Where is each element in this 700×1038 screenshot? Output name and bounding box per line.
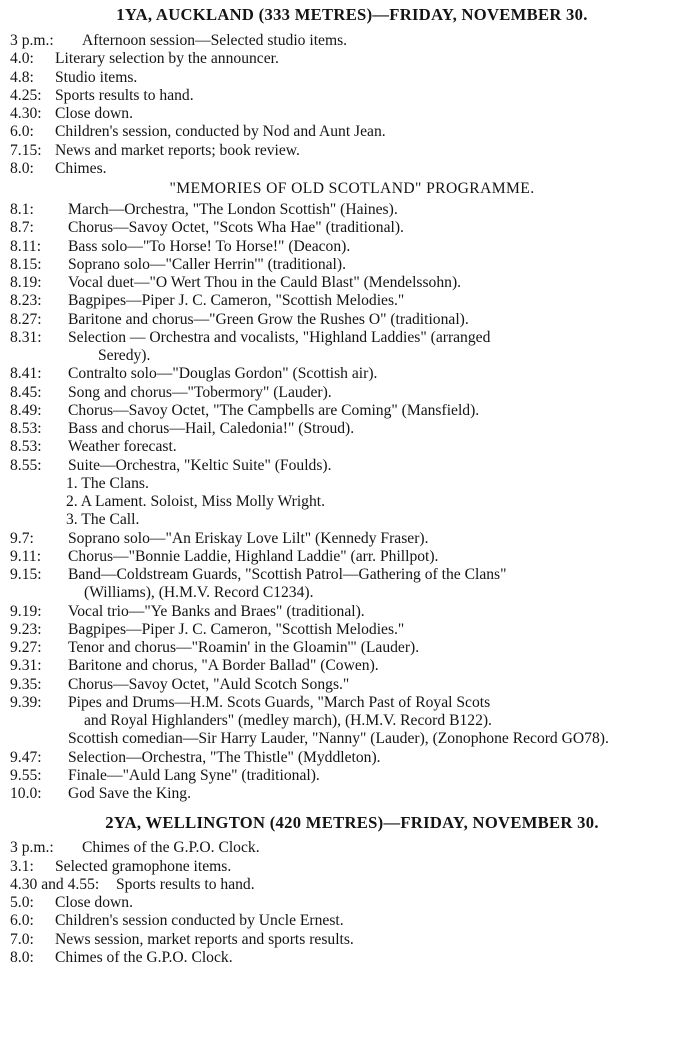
programme-entry: [10, 694, 694, 712]
station-heading-wellington: 2YA, WELLINGTON (420 METRES)—FRIDAY, NOVEMBER 30.: [105, 813, 599, 833]
entry-time: 8.27:: [10, 310, 42, 328]
programme-entry: [10, 767, 694, 785]
programme-entry: [10, 566, 694, 584]
schedule-entry: [10, 949, 694, 967]
programme-entry: [10, 365, 694, 383]
entry-time: 9.27:: [10, 639, 42, 656]
entry-text: Chimes of the G.P.O. Clock.: [82, 839, 260, 857]
entry-time: 4.30 and 4.55:: [10, 875, 100, 893]
entry-text: Chorus—Savoy Octet, "Auld Scotch Songs.": [68, 675, 350, 693]
entry-time: 8.31:: [10, 328, 42, 346]
entry-text: God Save the King.: [68, 785, 191, 802]
entry-time: 9.7:: [10, 529, 34, 547]
entry-continuation: and Royal Highlanders" (medley march), (H.M.V. Record B122).: [84, 712, 492, 729]
entry-text: March—Orchestra, "The London Scottish" (Haines).: [68, 201, 398, 218]
programme-entry: [10, 438, 694, 456]
entry-text: News session, market reports and sports results.: [55, 930, 354, 948]
entry-text: Weather forecast.: [68, 438, 177, 456]
schedule-entry: [10, 894, 694, 912]
entry-text: Chimes.: [55, 159, 107, 177]
schedule-entry: [10, 69, 694, 87]
entry-text: Sports results to hand.: [116, 875, 255, 893]
programme-entry: [10, 384, 694, 402]
entry-text: Baritone and chorus, "A Border Ballad" (Cowen).: [68, 657, 379, 675]
entry-text: Chorus—"Bonnie Laddie, Highland Laddie" (arr. Phillpot).: [68, 547, 439, 565]
entry-text: Tenor and chorus—"Roamin' in the Gloamin'" (Lauder).: [68, 639, 420, 656]
entry-text: Afternoon session—Selected studio items.: [82, 32, 348, 49]
entry-text: Soprano solo—"An Eriskay Love Lilt" (Kennedy Fraser).: [68, 529, 429, 547]
entry-text: Pipes and Drums—H.M. Scots Guards, "March Past of Royal Scots: [68, 693, 491, 711]
programme-entry: [10, 749, 694, 767]
programme-entry: [10, 420, 694, 438]
programme-entry: [10, 256, 694, 274]
entry-time: 7.15:: [10, 141, 42, 159]
programme-entry: [10, 292, 694, 310]
entry-text: Close down.: [55, 105, 133, 122]
programme-entry: [10, 676, 694, 694]
entry-text: Literary selection by the announcer.: [55, 50, 279, 68]
schedule-entry: [10, 87, 694, 105]
schedule-entry: [10, 876, 694, 894]
suite-part: 2. A Lament. Soloist, Miss Molly Wright.: [66, 493, 326, 510]
entry-time: 8.45:: [10, 383, 42, 401]
entry-text: Children's session conducted by Uncle Ernest.: [55, 912, 344, 930]
entry-time: 8.53:: [10, 438, 42, 456]
entry-time: 9.35:: [10, 675, 42, 693]
schedule-entry: [10, 912, 694, 930]
entry-time: 8.55:: [10, 456, 42, 474]
entry-text: Finale—"Auld Lang Syne" (traditional).: [68, 766, 320, 784]
programme-entry: [10, 530, 694, 548]
programme-entry: [10, 603, 694, 621]
entry-time: 10.0:: [10, 785, 42, 802]
entry-text: Vocal duet—"O Wert Thou in the Cauld Blast" (Mendelssohn).: [68, 274, 462, 291]
entry-time: 3.1:: [10, 857, 34, 875]
entry-time: 8.41:: [10, 365, 42, 383]
wellington-schedule: [10, 839, 694, 967]
entry-text: Chorus—Savoy Octet, "Scots Wha Hae" (traditional).: [68, 219, 404, 237]
entry-text: Chorus—Savoy Octet, "The Campbells are Coming" (Mansfield).: [68, 401, 480, 419]
entry-time: 3 p.m.:: [10, 32, 54, 49]
entry-time: 4.30:: [10, 105, 42, 122]
programme-entry: [10, 657, 694, 675]
entry-time: 8.19:: [10, 274, 42, 291]
entry-time: 8.0:: [10, 948, 34, 966]
entry-time: 4.8:: [10, 68, 34, 86]
entry-text: Vocal trio—"Ye Banks and Braes" (traditional).: [68, 602, 365, 620]
entry-text: Sports results to hand.: [55, 86, 194, 104]
entry-text: Bagpipes—Piper J. C. Cameron, "Scottish Melodies.": [68, 620, 405, 638]
programme-entry: [10, 219, 694, 237]
entry-time: 8.7:: [10, 219, 34, 237]
programme-entry: [10, 785, 694, 803]
programme-heading: "MEMORIES OF OLD SCOTLAND" PROGRAMME.: [169, 180, 535, 197]
suite-part: 3. The Call.: [66, 511, 140, 529]
entry-time: 8.53:: [10, 420, 42, 437]
schedule-entry: [10, 931, 694, 949]
entry-time: 9.39:: [10, 693, 42, 711]
entry-text: Bass and chorus—Hail, Caledonia!" (Stroud).: [68, 420, 355, 437]
entry-time: 4.0:: [10, 50, 34, 68]
entry-text: Bass solo—"To Horse! To Horse!" (Deacon).: [68, 237, 351, 255]
entry-time: 8.23:: [10, 292, 42, 310]
entry-text: Song and chorus—"Tobermory" (Lauder).: [68, 383, 332, 401]
entry-time: 3 p.m.:: [10, 839, 54, 857]
entry-time: 8.0:: [10, 159, 34, 177]
entry-time: 7.0:: [10, 930, 34, 948]
entry-text: Selection—Orchestra, "The Thistle" (Myddleton).: [68, 748, 381, 766]
entry-text: Contralto solo—"Douglas Gordon" (Scottish air).: [68, 365, 378, 383]
entry-text: Soprano solo—"Caller Herrin'" (traditional).: [68, 255, 346, 273]
entry-text: Baritone and chorus—"Green Grow the Rushes O" (traditional).: [68, 310, 469, 328]
programme-entry: [10, 621, 694, 639]
programme-entry: [10, 457, 694, 475]
schedule-entry: [10, 105, 694, 123]
entry-time: 6.0:: [10, 123, 34, 141]
schedule-entry: [10, 142, 694, 160]
entry-text: Studio items.: [55, 68, 138, 86]
entry-text: Suite—Orchestra, "Keltic Suite" (Foulds).: [68, 456, 332, 474]
entry-text: Bagpipes—Piper J. C. Cameron, "Scottish Melodies.": [68, 292, 405, 310]
entry-text: Close down.: [55, 894, 133, 911]
programme-entry: [10, 402, 694, 420]
entry-time: 6.0:: [10, 912, 34, 930]
auckland-schedule: [10, 32, 694, 178]
entry-time: 8.49:: [10, 401, 42, 419]
programme-entry: [10, 201, 694, 219]
entry-text: Selected gramophone items.: [55, 857, 232, 875]
entry-continuation: (Williams), (H.M.V. Record C1234).: [84, 584, 314, 602]
entry-text: Selection — Orchestra and vocalists, "Highland Laddies" (arranged: [68, 328, 491, 346]
entry-text: Children's session, conducted by Nod and Aunt Jean.: [55, 123, 386, 141]
programme-entry: [10, 238, 694, 256]
schedule-entry: [10, 160, 694, 178]
programme-entry: [10, 329, 694, 347]
entry-time: 8.1:: [10, 201, 34, 218]
scottish-programme: [10, 201, 694, 803]
schedule-entry: [10, 858, 694, 876]
entry-time: 9.55:: [10, 766, 42, 784]
entry-time: 5.0:: [10, 894, 34, 911]
programme-entry: [10, 274, 694, 292]
programme-entry: [10, 311, 694, 329]
entry-time: 8.11:: [10, 237, 42, 255]
entry-text: Band—Coldstream Guards, "Scottish Patrol—Gathering of the Clans": [68, 566, 507, 583]
entry-continuation: Seredy).: [98, 347, 151, 364]
entry-time: 9.11:: [10, 547, 42, 565]
entry-time: 8.15:: [10, 255, 42, 273]
station-heading-auckland: 1YA, AUCKLAND (333 METRES)—FRIDAY, NOVEMBER 30.: [116, 5, 588, 24]
extra-item: Scottish comedian—Sir Harry Lauder, "Nanny" (Lauder), (Zonophone Record GO78).: [68, 730, 609, 748]
suite-part: 1. The Clans.: [66, 474, 149, 492]
entry-time: 4.25:: [10, 86, 42, 104]
entry-time: 9.31:: [10, 657, 42, 675]
entry-text: News and market reports; book review.: [55, 141, 300, 159]
entry-time: 9.15:: [10, 566, 42, 583]
schedule-entry: [10, 50, 694, 68]
entry-time: 9.19:: [10, 602, 42, 620]
programme-entry: [10, 548, 694, 566]
schedule-entry: [10, 839, 694, 857]
schedule-entry: [10, 123, 694, 141]
entry-time: 9.23:: [10, 620, 42, 638]
schedule-entry: [10, 32, 694, 50]
entry-text: Chimes of the G.P.O. Clock.: [55, 948, 233, 966]
programme-entry: [10, 639, 694, 657]
entry-time: 9.47:: [10, 748, 42, 766]
